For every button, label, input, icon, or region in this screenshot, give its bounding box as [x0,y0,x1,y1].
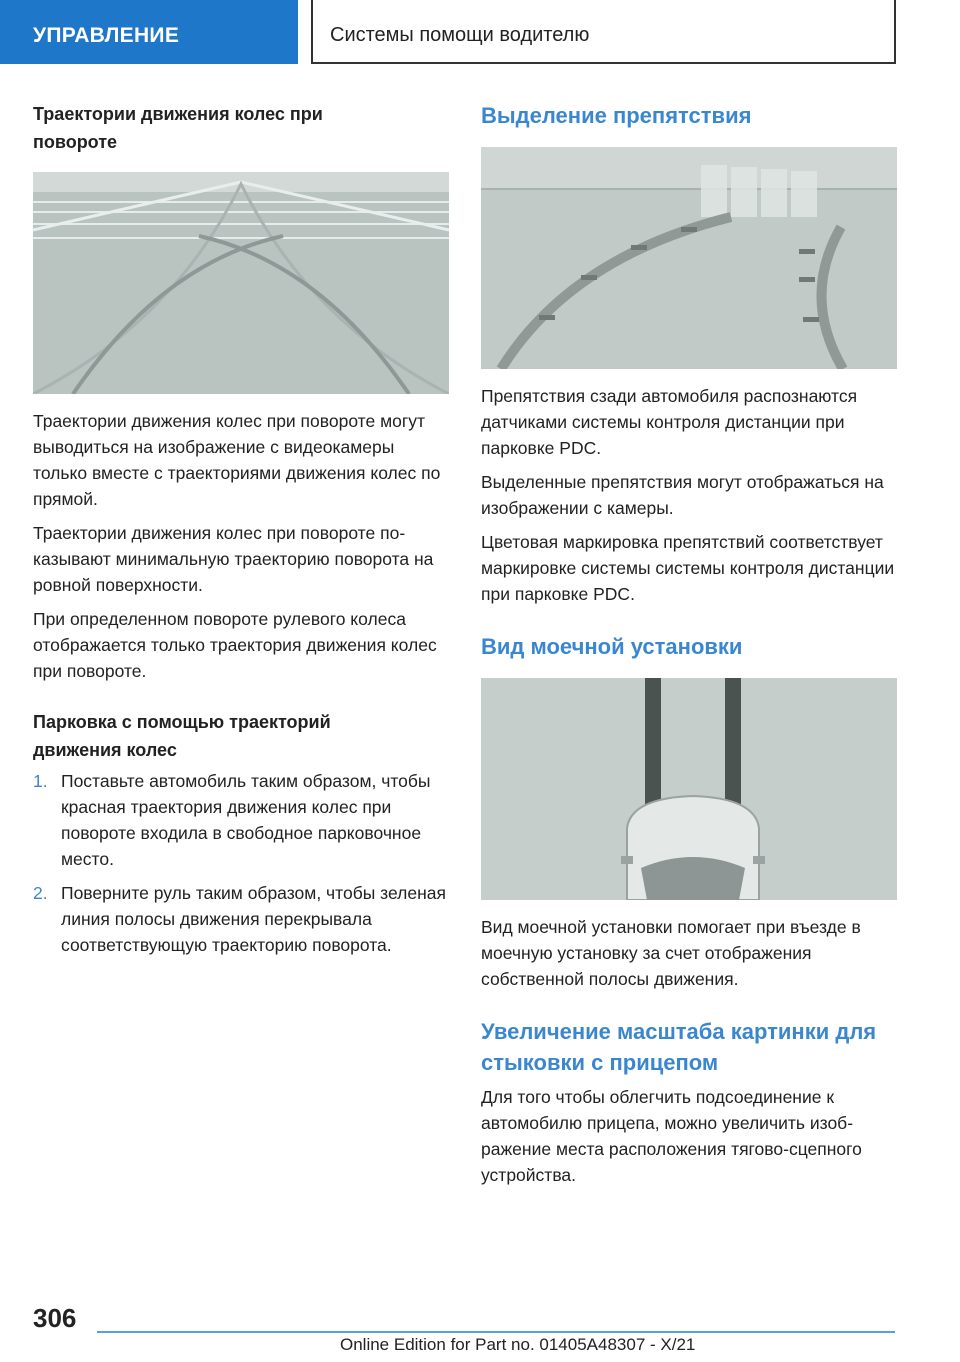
car-wash-view-image [481,678,897,900]
heading-car-wash-view: Вид моечной установки [481,634,743,659]
trailer-zoom-paragraph: Для того чтобы облегчить подсоединение к автомобилю прицепа, можно увеличить изображение места расположения тягово-сцепного устройства. [481,1087,862,1185]
chapter-title: Системы помощи водителю [330,24,590,46]
obstacle-paragraph-2: Выделенные препятствия могут отображаться на изображении с камеры. [481,472,884,518]
heading-trailer-zoom: Увеличение масштаба картинки для стыковки с прицепом [481,1019,877,1075]
turn-paragraph-1: Траектории движения колес при повороте могут выводиться на изображение с видеокамеры только вместе с траекториями движения колес по прямой. [33,411,441,509]
step-number: 1. [33,771,48,791]
section-title: УПРАВЛЕНИЕ [33,24,180,47]
car-wash-paragraph: Вид моечной установки помогает при въезде в моечную установку за счет отображения собственной полосы движения. [481,917,861,989]
step-text: Поставьте автомобиль таким образом, чтобы красная траектория движения колес при повороте входила в свободное парковочное место. [61,771,431,869]
step-text: Поверните руль таким образом, чтобы зеленая линия полосы движения перекрывала соответствующую траекторию поворота. [61,883,446,955]
left-column [33,100,449,958]
heading-obstacle-highlight: Выделение препятствия [481,103,752,128]
footer-edition: Online Edition for Part no. 01405A48307 - X/21 [340,1335,696,1354]
heading-parking-trajectories: Парковка с помощью траекторий движения колес [33,712,331,760]
chapter-header [311,0,896,64]
step-number: 2. [33,883,48,903]
turn-trajectory-image [33,172,449,394]
turn-paragraph-3: При определенном повороте рулевого колеса отображается только траектория движения колес при повороте. [33,609,437,681]
step-item [33,768,449,872]
obstacle-highlight-image [481,147,897,369]
obstacle-paragraph-1: Препятствия сзади автомобиля распознаются датчиками системы контроля дистанции при парковке PDC. [481,386,858,458]
heading-turn-trajectories: Траектории движения колес при повороте [33,104,323,152]
turn-paragraph-2: Траектории движения колес при повороте показывают минимальную траекторию поворота на ровной поверхности. [33,523,434,595]
page-number: 306 [33,1303,77,1333]
section-tab [0,0,298,64]
parking-steps [33,768,449,958]
step-item [33,880,449,958]
footer-divider [97,1331,895,1333]
right-column [481,100,897,1188]
obstacle-paragraph-3: Цветовая маркировка препятствий соответствует маркировке системы системы контроля дистанции при парковке PDC. [481,532,895,604]
